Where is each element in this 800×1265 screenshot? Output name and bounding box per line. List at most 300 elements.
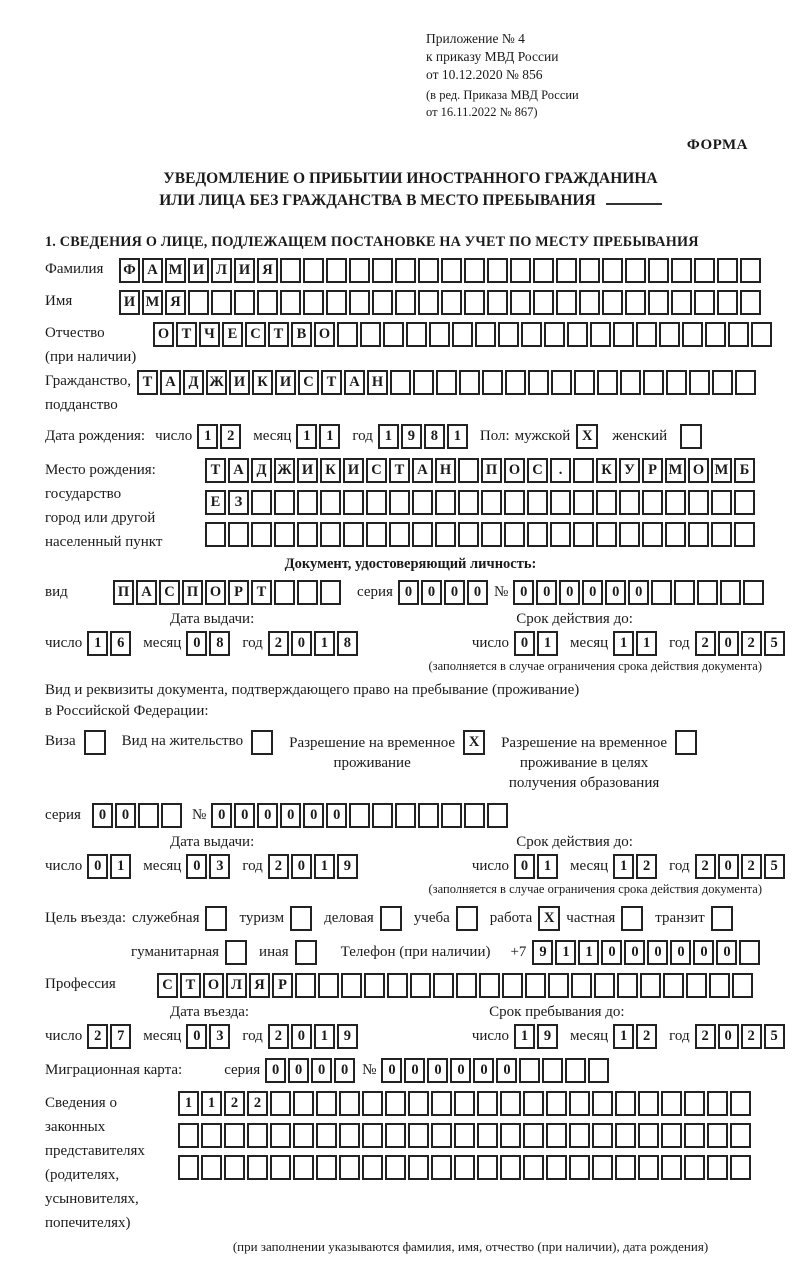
doc-issue-year[interactable]: [268, 631, 360, 656]
char-box[interactable]: [429, 322, 450, 347]
char-box[interactable]: 0: [265, 1058, 286, 1083]
char-box[interactable]: [366, 522, 387, 547]
char-box[interactable]: [684, 1123, 705, 1148]
char-box[interactable]: Я: [257, 258, 278, 283]
char-box[interactable]: 0: [311, 1058, 332, 1083]
char-box[interactable]: 0: [444, 580, 465, 605]
char-box[interactable]: [339, 1155, 360, 1180]
char-box[interactable]: [341, 973, 362, 998]
char-box[interactable]: Н: [435, 458, 456, 483]
char-box[interactable]: [270, 1155, 291, 1180]
char-box[interactable]: [590, 322, 611, 347]
char-box[interactable]: [551, 370, 572, 395]
char-box[interactable]: [431, 1123, 452, 1148]
sex-female-checkbox[interactable]: [680, 424, 702, 449]
char-box[interactable]: П: [113, 580, 134, 605]
char-box[interactable]: [178, 1123, 199, 1148]
char-box[interactable]: [525, 973, 546, 998]
char-box[interactable]: [234, 290, 255, 315]
char-box[interactable]: [579, 258, 600, 283]
char-box[interactable]: [734, 490, 755, 515]
char-box[interactable]: [389, 522, 410, 547]
char-box[interactable]: 0: [186, 1024, 207, 1049]
char-box[interactable]: О: [688, 458, 709, 483]
edu-permit-checkbox[interactable]: [675, 730, 697, 755]
char-box[interactable]: С: [157, 973, 178, 998]
char-box[interactable]: [458, 458, 479, 483]
char-box[interactable]: 1: [314, 1024, 335, 1049]
char-box[interactable]: 1: [537, 854, 558, 879]
char-box[interactable]: 3: [209, 1024, 230, 1049]
char-box[interactable]: [573, 522, 594, 547]
char-box[interactable]: 1: [197, 424, 218, 449]
char-box[interactable]: .: [550, 458, 571, 483]
phone-boxes[interactable]: [532, 940, 762, 965]
char-box[interactable]: 1: [514, 1024, 535, 1049]
char-box[interactable]: И: [119, 290, 140, 315]
char-box[interactable]: [293, 1123, 314, 1148]
char-box[interactable]: [638, 1091, 659, 1116]
char-box[interactable]: А: [228, 458, 249, 483]
residence-series-boxes[interactable]: [92, 803, 184, 828]
char-box[interactable]: Т: [321, 370, 342, 395]
char-box[interactable]: 9: [337, 854, 358, 879]
char-box[interactable]: [732, 973, 753, 998]
char-box[interactable]: Ж: [206, 370, 227, 395]
char-box[interactable]: [293, 1091, 314, 1116]
char-box[interactable]: [682, 322, 703, 347]
char-box[interactable]: Я: [165, 290, 186, 315]
char-box[interactable]: [343, 522, 364, 547]
char-box[interactable]: [735, 370, 756, 395]
doc-issue-day[interactable]: [87, 631, 133, 656]
char-box[interactable]: [707, 1123, 728, 1148]
char-box[interactable]: 0: [467, 580, 488, 605]
char-box[interactable]: [684, 1091, 705, 1116]
char-box[interactable]: 0: [473, 1058, 494, 1083]
char-box[interactable]: М: [142, 290, 163, 315]
char-box[interactable]: 0: [628, 580, 649, 605]
char-box[interactable]: 0: [582, 580, 603, 605]
char-box[interactable]: [523, 1123, 544, 1148]
char-box[interactable]: В: [291, 322, 312, 347]
char-box[interactable]: 0: [716, 940, 737, 965]
char-box[interactable]: [617, 973, 638, 998]
char-box[interactable]: [546, 1123, 567, 1148]
char-box[interactable]: 0: [514, 631, 535, 656]
char-box[interactable]: И: [188, 258, 209, 283]
char-box[interactable]: [556, 258, 577, 283]
char-box[interactable]: [395, 258, 416, 283]
char-box[interactable]: [720, 580, 741, 605]
char-box[interactable]: 0: [718, 631, 739, 656]
char-box[interactable]: [297, 580, 318, 605]
char-box[interactable]: Т: [251, 580, 272, 605]
char-box[interactable]: [251, 490, 272, 515]
char-box[interactable]: 0: [234, 803, 255, 828]
char-box[interactable]: [648, 290, 669, 315]
char-box[interactable]: [544, 322, 565, 347]
char-box[interactable]: 0: [514, 854, 535, 879]
char-box[interactable]: [648, 258, 669, 283]
char-box[interactable]: 1: [537, 631, 558, 656]
char-box[interactable]: 0: [693, 940, 714, 965]
char-box[interactable]: [441, 803, 462, 828]
char-box[interactable]: И: [297, 458, 318, 483]
char-box[interactable]: [297, 522, 318, 547]
residence-issue-year[interactable]: [268, 854, 360, 879]
char-box[interactable]: [596, 490, 617, 515]
char-box[interactable]: И: [343, 458, 364, 483]
char-box[interactable]: [339, 1123, 360, 1148]
residence-valid-day[interactable]: [514, 854, 560, 879]
char-box[interactable]: [620, 370, 641, 395]
char-box[interactable]: [548, 973, 569, 998]
char-box[interactable]: М: [165, 258, 186, 283]
char-box[interactable]: Д: [251, 458, 272, 483]
char-box[interactable]: О: [203, 973, 224, 998]
char-box[interactable]: [383, 322, 404, 347]
char-box[interactable]: [533, 290, 554, 315]
char-box[interactable]: [270, 1091, 291, 1116]
char-box[interactable]: [464, 290, 485, 315]
char-box[interactable]: [408, 1123, 429, 1148]
char-box[interactable]: [550, 522, 571, 547]
char-box[interactable]: 0: [326, 803, 347, 828]
char-box[interactable]: [385, 1123, 406, 1148]
char-box[interactable]: [602, 290, 623, 315]
char-box[interactable]: С: [245, 322, 266, 347]
entry-year[interactable]: [268, 1024, 360, 1049]
char-box[interactable]: [665, 490, 686, 515]
char-box[interactable]: [385, 1155, 406, 1180]
residence-valid-year[interactable]: [695, 854, 787, 879]
char-box[interactable]: 0: [647, 940, 668, 965]
char-box[interactable]: [661, 1091, 682, 1116]
char-box[interactable]: [487, 258, 508, 283]
char-box[interactable]: 0: [718, 1024, 739, 1049]
char-box[interactable]: 1: [178, 1091, 199, 1116]
char-box[interactable]: [293, 1155, 314, 1180]
char-box[interactable]: [303, 258, 324, 283]
char-box[interactable]: [408, 1091, 429, 1116]
char-box[interactable]: [709, 973, 730, 998]
char-box[interactable]: 2: [268, 854, 289, 879]
char-box[interactable]: [602, 258, 623, 283]
char-box[interactable]: [588, 1058, 609, 1083]
char-box[interactable]: 0: [92, 803, 113, 828]
char-box[interactable]: [528, 370, 549, 395]
char-box[interactable]: [705, 322, 726, 347]
char-box[interactable]: [510, 290, 531, 315]
char-box[interactable]: [339, 1091, 360, 1116]
char-box[interactable]: [711, 490, 732, 515]
char-box[interactable]: [320, 490, 341, 515]
char-box[interactable]: [274, 522, 295, 547]
char-box[interactable]: [138, 803, 159, 828]
doc-number-boxes[interactable]: [513, 580, 766, 605]
char-box[interactable]: [441, 258, 462, 283]
char-box[interactable]: [251, 522, 272, 547]
char-box[interactable]: [730, 1123, 751, 1148]
char-box[interactable]: [592, 1091, 613, 1116]
char-box[interactable]: [642, 490, 663, 515]
birthplace-row3-boxes[interactable]: [205, 522, 757, 547]
char-box[interactable]: З: [228, 490, 249, 515]
char-box[interactable]: 8: [337, 631, 358, 656]
purpose-work-checkbox[interactable]: X: [538, 906, 560, 931]
char-box[interactable]: [684, 1155, 705, 1180]
purpose-other-checkbox[interactable]: [295, 940, 317, 965]
char-box[interactable]: С: [527, 458, 548, 483]
char-box[interactable]: [527, 490, 548, 515]
char-box[interactable]: [619, 490, 640, 515]
char-box[interactable]: [567, 322, 588, 347]
char-box[interactable]: С: [159, 580, 180, 605]
char-box[interactable]: [500, 1155, 521, 1180]
char-box[interactable]: [459, 370, 480, 395]
entry-day[interactable]: [87, 1024, 133, 1049]
char-box[interactable]: [433, 973, 454, 998]
char-box[interactable]: [372, 290, 393, 315]
residence-permit-checkbox[interactable]: [251, 730, 273, 755]
char-box[interactable]: [504, 490, 525, 515]
char-box[interactable]: Д: [183, 370, 204, 395]
purpose-private-checkbox[interactable]: [621, 906, 643, 931]
char-box[interactable]: [280, 290, 301, 315]
char-box[interactable]: К: [252, 370, 273, 395]
char-box[interactable]: [349, 290, 370, 315]
char-box[interactable]: [546, 1091, 567, 1116]
char-box[interactable]: [487, 803, 508, 828]
birthplace-row1-boxes[interactable]: [205, 458, 757, 483]
char-box[interactable]: [569, 1091, 590, 1116]
char-box[interactable]: [477, 1155, 498, 1180]
char-box[interactable]: 0: [280, 803, 301, 828]
char-box[interactable]: И: [229, 370, 250, 395]
char-box[interactable]: [477, 1091, 498, 1116]
char-box[interactable]: 1: [555, 940, 576, 965]
char-box[interactable]: А: [344, 370, 365, 395]
char-box[interactable]: [636, 322, 657, 347]
char-box[interactable]: [436, 370, 457, 395]
char-box[interactable]: [464, 803, 485, 828]
representatives-row2-boxes[interactable]: [178, 1123, 753, 1148]
char-box[interactable]: 0: [115, 803, 136, 828]
char-box[interactable]: 9: [532, 940, 553, 965]
char-box[interactable]: [390, 370, 411, 395]
char-box[interactable]: 0: [404, 1058, 425, 1083]
char-box[interactable]: К: [320, 458, 341, 483]
char-box[interactable]: [316, 1123, 337, 1148]
visa-checkbox[interactable]: [84, 730, 106, 755]
firstname-boxes[interactable]: [119, 290, 763, 315]
char-box[interactable]: [751, 322, 772, 347]
char-box[interactable]: Е: [205, 490, 226, 515]
char-box[interactable]: 5: [764, 1024, 785, 1049]
char-box[interactable]: [542, 1058, 563, 1083]
char-box[interactable]: С: [366, 458, 387, 483]
char-box[interactable]: [661, 1155, 682, 1180]
char-box[interactable]: [740, 258, 761, 283]
char-box[interactable]: 2: [695, 1024, 716, 1049]
char-box[interactable]: [479, 973, 500, 998]
char-box[interactable]: [730, 1091, 751, 1116]
char-box[interactable]: [418, 258, 439, 283]
char-box[interactable]: [717, 290, 738, 315]
char-box[interactable]: [523, 1155, 544, 1180]
char-box[interactable]: К: [596, 458, 617, 483]
char-box[interactable]: [408, 1155, 429, 1180]
char-box[interactable]: 0: [536, 580, 557, 605]
char-box[interactable]: [362, 1091, 383, 1116]
char-box[interactable]: 0: [186, 854, 207, 879]
char-box[interactable]: [224, 1155, 245, 1180]
purpose-business-checkbox[interactable]: [380, 906, 402, 931]
char-box[interactable]: 1: [314, 854, 335, 879]
stay-year[interactable]: [695, 1024, 787, 1049]
char-box[interactable]: П: [182, 580, 203, 605]
temp-permit-checkbox[interactable]: X: [463, 730, 485, 755]
char-box[interactable]: [364, 973, 385, 998]
char-box[interactable]: Т: [176, 322, 197, 347]
char-box[interactable]: Р: [642, 458, 663, 483]
migration-series-boxes[interactable]: [265, 1058, 357, 1083]
char-box[interactable]: 0: [381, 1058, 402, 1083]
char-box[interactable]: [569, 1155, 590, 1180]
char-box[interactable]: [500, 1091, 521, 1116]
char-box[interactable]: [362, 1155, 383, 1180]
char-box[interactable]: [487, 290, 508, 315]
patronymic-boxes[interactable]: [153, 322, 774, 347]
char-box[interactable]: [659, 322, 680, 347]
char-box[interactable]: 0: [427, 1058, 448, 1083]
surname-boxes[interactable]: [119, 258, 763, 283]
char-box[interactable]: [441, 290, 462, 315]
char-box[interactable]: [615, 1123, 636, 1148]
char-box[interactable]: Т: [180, 973, 201, 998]
char-box[interactable]: [550, 490, 571, 515]
char-box[interactable]: [360, 322, 381, 347]
char-box[interactable]: 6: [110, 631, 131, 656]
char-box[interactable]: [413, 370, 434, 395]
char-box[interactable]: О: [153, 322, 174, 347]
char-box[interactable]: 9: [337, 1024, 358, 1049]
char-box[interactable]: О: [314, 322, 335, 347]
char-box[interactable]: 2: [695, 854, 716, 879]
char-box[interactable]: [201, 1123, 222, 1148]
char-box[interactable]: [707, 1155, 728, 1180]
char-box[interactable]: [228, 522, 249, 547]
char-box[interactable]: 2: [695, 631, 716, 656]
char-box[interactable]: 1: [447, 424, 468, 449]
char-box[interactable]: [505, 370, 526, 395]
char-box[interactable]: [418, 803, 439, 828]
char-box[interactable]: [579, 290, 600, 315]
char-box[interactable]: [326, 258, 347, 283]
char-box[interactable]: [201, 1155, 222, 1180]
char-box[interactable]: И: [234, 258, 255, 283]
char-box[interactable]: 0: [601, 940, 622, 965]
char-box[interactable]: П: [481, 458, 502, 483]
char-box[interactable]: 2: [636, 1024, 657, 1049]
char-box[interactable]: 0: [288, 1058, 309, 1083]
char-box[interactable]: [326, 290, 347, 315]
char-box[interactable]: [349, 803, 370, 828]
char-box[interactable]: [546, 1155, 567, 1180]
char-box[interactable]: 0: [450, 1058, 471, 1083]
char-box[interactable]: [257, 290, 278, 315]
doc-issue-month[interactable]: [186, 631, 232, 656]
char-box[interactable]: [475, 322, 496, 347]
char-box[interactable]: [674, 580, 695, 605]
char-box[interactable]: 1: [378, 424, 399, 449]
char-box[interactable]: [728, 322, 749, 347]
char-box[interactable]: Е: [222, 322, 243, 347]
char-box[interactable]: 1: [613, 1024, 634, 1049]
char-box[interactable]: 0: [670, 940, 691, 965]
char-box[interactable]: Ф: [119, 258, 140, 283]
char-box[interactable]: [625, 290, 646, 315]
char-box[interactable]: [592, 1155, 613, 1180]
char-box[interactable]: [625, 258, 646, 283]
char-box[interactable]: 1: [636, 631, 657, 656]
char-box[interactable]: [454, 1091, 475, 1116]
char-box[interactable]: Т: [389, 458, 410, 483]
char-box[interactable]: И: [275, 370, 296, 395]
char-box[interactable]: [573, 490, 594, 515]
char-box[interactable]: [224, 1123, 245, 1148]
doc-valid-day[interactable]: [514, 631, 560, 656]
char-box[interactable]: [573, 458, 594, 483]
char-box[interactable]: [510, 258, 531, 283]
char-box[interactable]: Т: [137, 370, 158, 395]
char-box[interactable]: [318, 973, 339, 998]
char-box[interactable]: [456, 973, 477, 998]
char-box[interactable]: [686, 973, 707, 998]
char-box[interactable]: Б: [734, 458, 755, 483]
char-box[interactable]: [343, 490, 364, 515]
char-box[interactable]: [615, 1155, 636, 1180]
char-box[interactable]: [521, 322, 542, 347]
char-box[interactable]: 2: [220, 424, 241, 449]
char-box[interactable]: [320, 522, 341, 547]
char-box[interactable]: Н: [367, 370, 388, 395]
char-box[interactable]: [665, 522, 686, 547]
purpose-official-checkbox[interactable]: [205, 906, 227, 931]
sex-male-checkbox[interactable]: X: [576, 424, 598, 449]
char-box[interactable]: [666, 370, 687, 395]
char-box[interactable]: [372, 258, 393, 283]
char-box[interactable]: 7: [110, 1024, 131, 1049]
char-box[interactable]: [671, 258, 692, 283]
char-box[interactable]: [740, 290, 761, 315]
residence-valid-month[interactable]: [613, 854, 659, 879]
char-box[interactable]: [458, 522, 479, 547]
char-box[interactable]: [671, 290, 692, 315]
char-box[interactable]: [274, 490, 295, 515]
char-box[interactable]: [366, 490, 387, 515]
char-box[interactable]: 3: [209, 854, 230, 879]
char-box[interactable]: 8: [424, 424, 445, 449]
purpose-tourism-checkbox[interactable]: [290, 906, 312, 931]
char-box[interactable]: [303, 290, 324, 315]
char-box[interactable]: 0: [718, 854, 739, 879]
char-box[interactable]: [615, 1091, 636, 1116]
char-box[interactable]: [519, 1058, 540, 1083]
char-box[interactable]: [418, 290, 439, 315]
char-box[interactable]: [320, 580, 341, 605]
